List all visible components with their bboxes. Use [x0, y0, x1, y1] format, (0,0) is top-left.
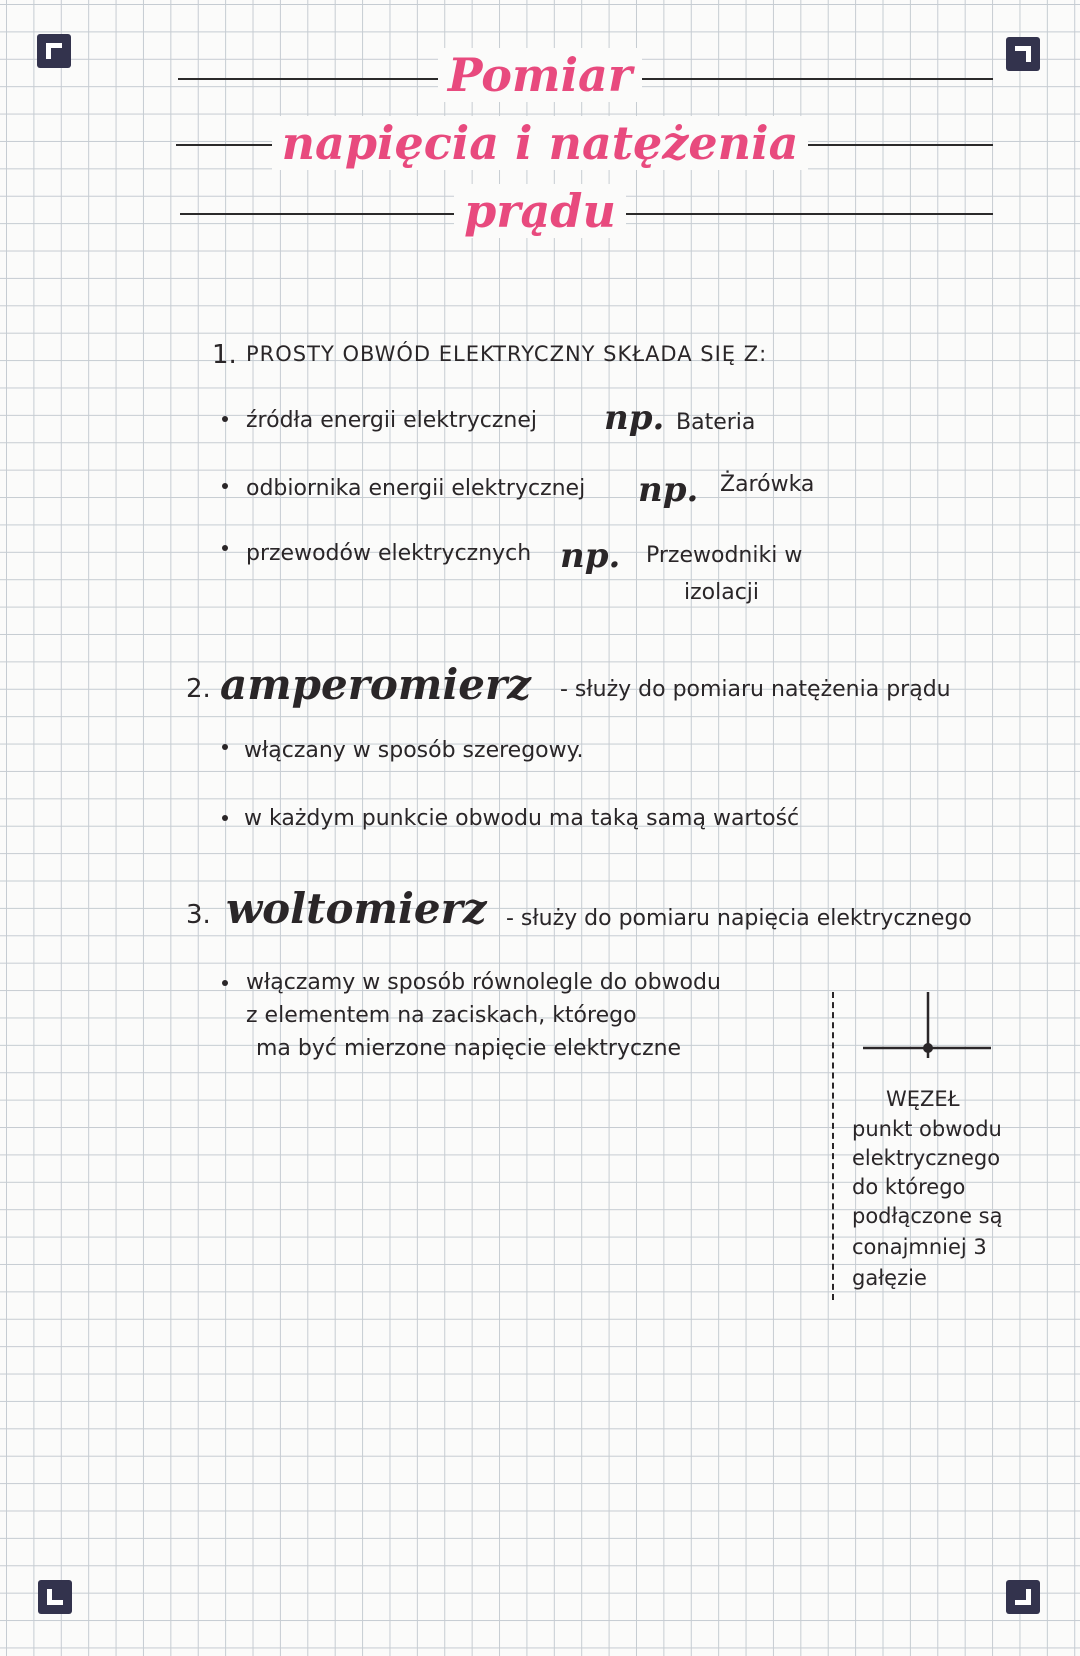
- title-line-2: napięcia i natężenia: [0, 120, 1080, 166]
- side-note-line: podłączone są: [852, 1204, 1003, 1228]
- corner-marker-bottom-left: [38, 1580, 72, 1614]
- list-item-text: włączany w sposób szeregowy.: [244, 738, 584, 763]
- section-2-definition: - służy do pomiaru natężenia prądu: [560, 677, 951, 702]
- bullet: [222, 416, 228, 422]
- side-note-line: do którego: [852, 1175, 966, 1199]
- corner-marker-icon: [38, 1580, 72, 1614]
- bullet: [222, 980, 228, 986]
- section-2-term: amperomierz: [220, 660, 531, 709]
- side-note-line: conajmniej 3: [852, 1235, 987, 1259]
- list-item-example: Bateria: [676, 410, 756, 435]
- list-item-example: Przewodniki w: [646, 543, 803, 568]
- section-3-definition: - służy do pomiaru napięcia elektrycznego: [506, 906, 972, 931]
- title-line-1: Pomiar: [0, 52, 1080, 98]
- list-item-text: przewodów elektrycznych: [246, 541, 532, 566]
- np-abbreviation: np.: [638, 470, 699, 510]
- node-diagram: [855, 990, 995, 1060]
- section-3-number: 3.: [186, 900, 211, 930]
- corner-marker-bottom-right: [1006, 1580, 1040, 1614]
- bullet: [222, 815, 228, 821]
- title-line-3: prądu: [0, 188, 1080, 234]
- section-2-number: 2.: [186, 674, 211, 704]
- list-item-text: odbiornika energii elektrycznej: [246, 476, 586, 501]
- list-item-text: w każdym punkcie obwodu ma taką samą wartość: [244, 806, 800, 831]
- np-abbreviation: np.: [604, 398, 665, 438]
- node-dot: [923, 1043, 933, 1053]
- side-note-heading: WĘZEŁ: [886, 1087, 960, 1111]
- side-note-line: punkt obwodu: [852, 1117, 1002, 1141]
- side-note-divider: [832, 992, 834, 1300]
- bullet: [222, 545, 228, 551]
- section-3-term: woltomierz: [226, 884, 487, 933]
- side-note-line: elektrycznego: [852, 1146, 1001, 1170]
- bullet: [222, 744, 228, 750]
- side-note-line: gałęzie: [852, 1266, 927, 1290]
- list-item-text: z elementem na zaciskach, którego: [246, 1003, 637, 1028]
- corner-marker-icon: [1006, 1580, 1040, 1614]
- list-item-text: ma być mierzone napięcie elektryczne: [256, 1036, 682, 1061]
- section-1-number: 1.: [212, 340, 237, 370]
- bullet: [222, 483, 228, 489]
- list-item-text: włączamy w sposób równolegle do obwodu: [246, 970, 721, 995]
- np-abbreviation: np.: [560, 536, 621, 576]
- list-item-example-continued: izolacji: [684, 580, 760, 605]
- section-1-heading: PROSTY OBWÓD ELEKTRYCZNY SKŁADA SIĘ Z:: [246, 342, 768, 366]
- list-item-text: źródła energii elektrycznej: [246, 408, 537, 433]
- list-item-example: Żarówka: [720, 472, 815, 497]
